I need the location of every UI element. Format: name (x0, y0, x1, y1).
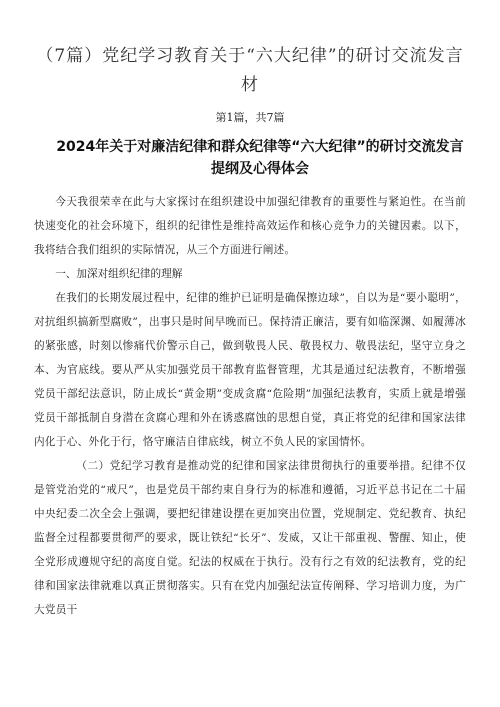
part-label: 第1篇，共7篇 (215, 111, 285, 124)
paragraph-intro: 今天我很荣幸在此与大家探讨在组织建设中加强纪律教育的重要性与紧迫性。在当前快速变化的社会环境下，组织的纪律性是维持高效运作和核心竞争力的关键因素。以下，我将结合我们组织的实际情况，从三个方面进行阐述。 (34, 196, 466, 256)
paragraph-section-1: 在我们的长期发展过程中，纪律的维护已证明是确保擦边球”，自以为是“要小聪明”，对抗组织搞新型腐败”，出事只是时间早晚而已。保持清正廉洁，要有如临深渊、如履薄冰的紧张感，时刻以惨痛代价警示自己，做到敬畏人民、敬畏权力、敬畏法纪，坚守立身之本、为官底线。要从严从实加强党员干部教育监督管理，尤其是通过纪法教育，不断增强党员干部纪法意识，防止成长“黄金期”变成贪腐“危险期”加强纪法教育，实质上就是增强党员干部抵制自身潜在贪腐心理和外在诱惑腐蚀的思想自觉，真正将党的纪律和国家法律内化于心、外化于行，恪守廉洁自律底线，树立不负人民的家国情怀。 (34, 292, 466, 448)
section-heading-1: 一、加深对组织纪律的理解 (55, 268, 183, 280)
document-title: （7篇）党纪学习教育关于“六大纪律”的研讨交流发言材 (36, 46, 464, 95)
paragraph-section-2: （二）党纪学习教育是推动党的纪律和国家法律贯彻执行的重要举措。纪律不仅是管党治党的“戒尺”，也是党员干部约束自身行为的标准和遵循，习近平总书记在二十届中央纪委二次全会上强调，要把纪律建设摆在更加突出位置，党规制定、党纪教育、执纪监督全过程都要贯彻严的要求，既让铁纪“长牙”、发威，又让干部重视、警醒、知止，使全党形成遵规守纪的高度自觉。纪法的权威在于执行。没有行之有效的纪法教育，党的纪律和国家法律就难以真正贯彻落实。只有在党内加强纪法宣传阐释、学习培训力度，为广大党员干 (34, 460, 466, 616)
article-subtitle: 2024年关于对廉洁纪律和群众纪律等“六大纪律”的研讨交流发言提纲及心得体会 (56, 139, 464, 177)
